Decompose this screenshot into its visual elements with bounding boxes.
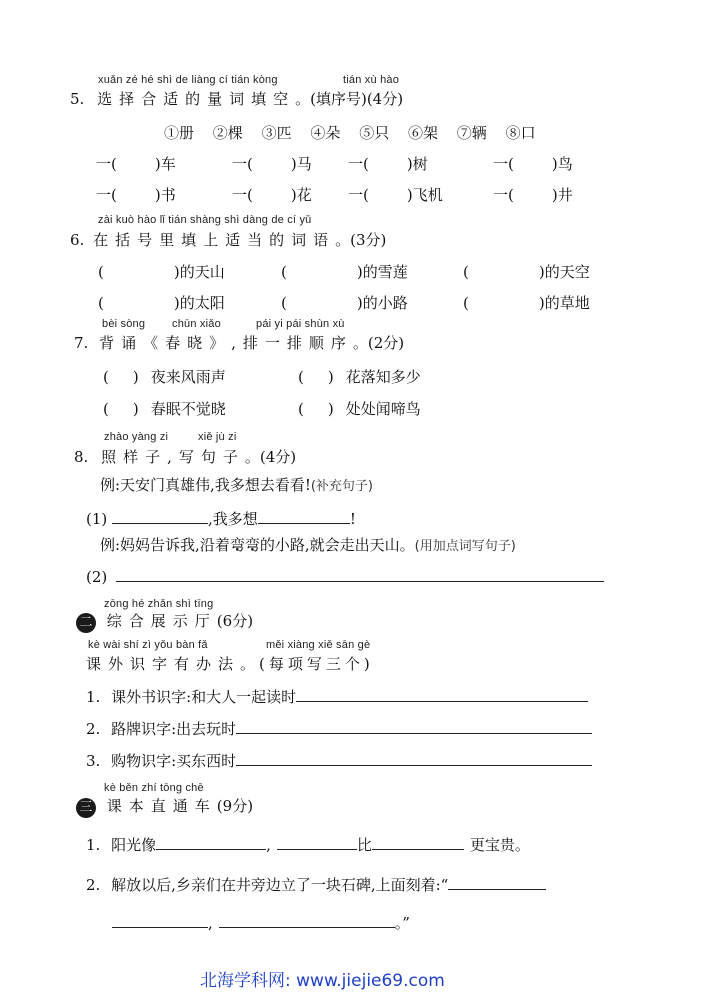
q8-example-2: 例:妈妈告诉我,沿着弯弯的小路,就会走出天山。(用加点词写句子) bbox=[100, 536, 516, 554]
sec2-score: (6分) bbox=[216, 612, 254, 630]
q5-blank-2[interactable]: 一( )马 bbox=[232, 155, 312, 173]
q5-option: ③匹 bbox=[261, 124, 292, 142]
sec3-item-1-blank-a[interactable] bbox=[156, 835, 266, 850]
sec3-item-2: 2. 解放以后,乡亲们在井旁边立了一块石碑,上面刻着:“ bbox=[86, 874, 546, 895]
q5-option: ②棵 bbox=[212, 124, 243, 142]
q5-option: ①册 bbox=[164, 124, 195, 142]
sec2-pinyin: zōng hé zhǎn shì tīng bbox=[104, 598, 214, 610]
q5-blank-7[interactable]: 一( )飞机 bbox=[348, 186, 443, 204]
q5-heading bbox=[70, 88, 403, 109]
sec2-item-2-blank[interactable] bbox=[236, 719, 592, 734]
q8-pinyin-2: xiě jù zi bbox=[198, 431, 237, 443]
q5-blank-8[interactable]: 一( )井 bbox=[493, 186, 573, 204]
q8-example-1: 例:天安门真雄伟,我多想去看看!(补充句子) bbox=[100, 476, 374, 494]
sec3-item-2-cont: , 。” bbox=[112, 912, 410, 933]
q5-options bbox=[164, 122, 536, 143]
sec2-sub-pinyin-2: měi xiàng xiě sān gè bbox=[266, 639, 371, 651]
q8-number: 8. bbox=[74, 448, 89, 466]
q6-blank-5[interactable]: ( )的小路 bbox=[281, 294, 408, 312]
q7-pinyin-2: chūn xiǎo bbox=[172, 318, 221, 330]
sec3-badge: 三 bbox=[76, 798, 96, 818]
q7-pinyin-3: pái yi pái shùn xù bbox=[256, 318, 345, 330]
q8-item-2-label: (2) bbox=[86, 568, 108, 586]
q6-blank-3[interactable]: ( )的天空 bbox=[463, 263, 590, 281]
sec3-item-2-blank-c[interactable] bbox=[219, 913, 395, 928]
q8-item-1: (1) ,我多想 ! bbox=[86, 510, 356, 528]
q5-option: ⑤只 bbox=[359, 124, 390, 142]
q7-note: 。(2分) bbox=[352, 334, 405, 352]
q6-number: 6. bbox=[70, 231, 85, 249]
q7-title: 背诵《春晓》,排一排顺序 bbox=[99, 334, 353, 352]
q5-blank-4[interactable]: 一( )鸟 bbox=[493, 155, 573, 173]
q8-heading bbox=[74, 446, 296, 467]
q6-blank-1[interactable]: ( )的天山 bbox=[98, 263, 225, 281]
sec2-subheading bbox=[86, 653, 374, 674]
sec2-badge: 二 bbox=[76, 613, 96, 633]
q7-pinyin: bèi sòng bbox=[102, 318, 146, 330]
q8-item-2 bbox=[86, 567, 604, 586]
q5-blank-5[interactable]: 一( )书 bbox=[96, 186, 176, 204]
q8-item-1-label: (1) bbox=[86, 510, 108, 528]
q8-item-2-blank[interactable] bbox=[116, 567, 604, 582]
q7-heading bbox=[74, 332, 404, 353]
q6-blank-4[interactable]: ( )的太阳 bbox=[98, 294, 225, 312]
q6-blank-2[interactable]: ( )的雪莲 bbox=[281, 263, 408, 281]
q8-note: 。(4分) bbox=[244, 448, 297, 466]
sec2-sub-pinyin: kè wài shí zì yǒu bàn fǎ bbox=[88, 639, 208, 651]
sec2-item-2: 2. 路牌识字:出去玩时 bbox=[86, 718, 592, 739]
sec3-title: 课本直通车 bbox=[106, 797, 217, 815]
sec2-item-1-blank[interactable] bbox=[296, 687, 588, 702]
sec2-item-3-blank[interactable] bbox=[236, 751, 592, 766]
sec3-item-2-blank-b[interactable] bbox=[112, 913, 208, 928]
q6-note: 。(3分) bbox=[335, 231, 387, 249]
sec3-item-1-blank-b[interactable] bbox=[277, 835, 357, 850]
q5-blank-1[interactable]: 一( )车 bbox=[96, 155, 176, 173]
sec2-heading bbox=[76, 610, 253, 633]
q6-blank-6[interactable]: ( )的草地 bbox=[463, 294, 590, 312]
q5-option: ⑧口 bbox=[505, 124, 536, 142]
q6-pinyin: zài kuò hào lǐ tián shàng shì dàng de cí yǔ bbox=[98, 214, 312, 226]
q6-heading bbox=[70, 229, 386, 250]
sec3-item-1-blank-c[interactable] bbox=[372, 835, 464, 850]
q8-item-1-blank-a[interactable] bbox=[112, 509, 208, 524]
q8-dotted-char-2: 弯 bbox=[244, 536, 260, 554]
q7-order-3[interactable]: ( ) 春眠不觉晓 bbox=[103, 400, 226, 418]
q8-dotted-char-1: 弯 bbox=[229, 536, 245, 554]
q8-pinyin: zhào yàng zi bbox=[104, 431, 169, 443]
sec2-sub-note: 。(每项写三个) bbox=[240, 655, 374, 673]
q5-note: 。(填序号)(4分) bbox=[295, 90, 404, 108]
q8-example-2-hint: (用加点词写句子) bbox=[414, 539, 516, 554]
q5-option: ④朵 bbox=[310, 124, 341, 142]
sec2-title: 综合展示厅 bbox=[106, 612, 217, 630]
sec3-item-1: 1. 阳光像 , 比 更宝贵。 bbox=[86, 836, 530, 854]
sec2-item-3: 3. 购物识字:买东西时 bbox=[86, 750, 592, 771]
sec3-score: (9分) bbox=[216, 797, 254, 815]
q7-order-4[interactable]: ( ) 处处闻啼鸟 bbox=[298, 400, 421, 418]
q5-option: ⑥架 bbox=[407, 124, 438, 142]
footer-watermark: 北海学科网: www.jiejie69.com bbox=[200, 971, 445, 991]
sec3-item-2-blank-a[interactable] bbox=[448, 875, 546, 890]
q5-blank-6[interactable]: 一( )花 bbox=[232, 186, 312, 204]
sec3-heading bbox=[76, 795, 253, 818]
sec3-pinyin: kè běn zhí tōng chē bbox=[104, 782, 204, 794]
q5-option: ⑦辆 bbox=[456, 124, 487, 142]
q7-order-2[interactable]: ( ) 花落知多少 bbox=[298, 368, 421, 386]
q5-blank-3[interactable]: 一( )树 bbox=[348, 155, 428, 173]
q8-title: 照样子,写句子 bbox=[101, 448, 245, 466]
q5-number: 5. bbox=[70, 90, 85, 108]
sec2-sub-title: 课外识字有办法 bbox=[86, 655, 241, 673]
sec2-item-1: 1. 课外书识字:和大人一起读时 bbox=[86, 686, 588, 707]
q8-example-1-hint: (补充句子) bbox=[310, 479, 374, 494]
q7-number: 7. bbox=[74, 334, 89, 352]
q5-title: 选择合适的量词填空 bbox=[97, 90, 296, 108]
q5-pinyin-2: tián xù hào bbox=[343, 74, 400, 86]
q8-item-1-blank-b[interactable] bbox=[258, 509, 350, 524]
q6-title: 在括号里填上适当的词语 bbox=[93, 231, 336, 249]
q5-pinyin: xuǎn zé hé shì de liàng cí tián kòng bbox=[98, 74, 278, 86]
q7-order-1[interactable]: ( ) 夜来风雨声 bbox=[103, 368, 226, 386]
